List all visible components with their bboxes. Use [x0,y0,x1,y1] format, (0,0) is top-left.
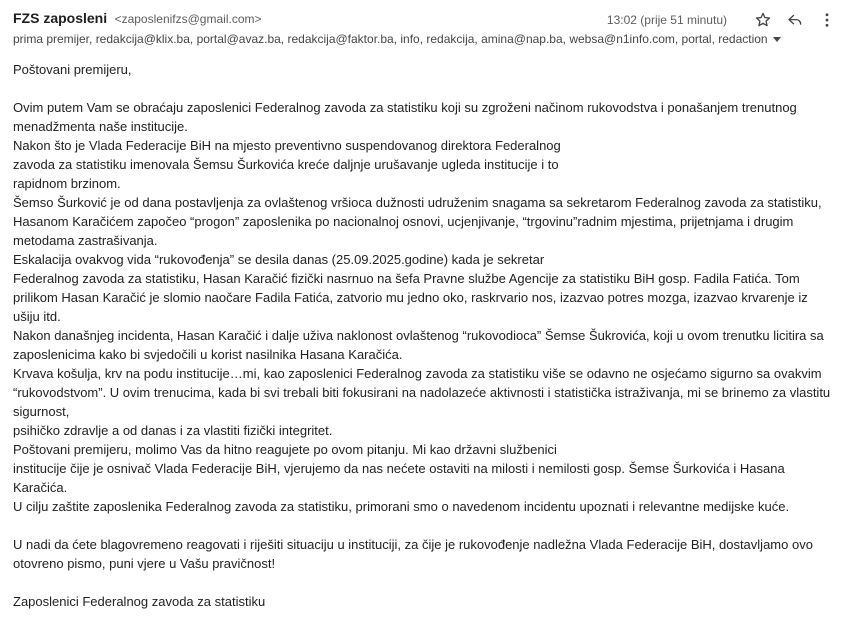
body-line: “rukovodstvom”. U ovim trenucima, kada bi svi trebali biti fokusirani na nadolazeće aktivnosti i statistička istraživanja, mi se brinemo za vlastitu [13,385,831,400]
recipients-list: prima premijer, redakcija@klix.ba, portal@avaz.ba, redakcija@faktor.ba, info, redakcija, amina@nap.ba, websa@n1info.com, portal, redaction [13,32,768,46]
body-line: Poštovani premijeru, molimo Vas da hitno reagujete po ovom pitanju. Mi kao državni službenici [13,442,557,457]
body-line: Šemso Šurković je od dana postavljenja za ovlaštenog vršioca dužnosti udruženim snagama sa sekretarom Federalnog zavoda za statistiku, [13,195,822,210]
sender-email[interactable]: <zaposlenifzs@gmail.com> [114,12,262,26]
body-line: Karačića. [13,480,68,495]
signature: Zaposlenici Federalnog zavoda za statistiku [13,594,266,609]
body-line: prilikom Hasan Karačić je slomio naočare Fadila Fatića, zatvorio mu jedno oko, raskrvario nos, izazvao potres mozga, izazvao krvarenje iz [13,290,808,305]
caret-down-icon[interactable] [772,34,782,44]
greeting: Poštovani premijeru, [13,62,132,77]
sender-name[interactable]: FZS zaposleni [13,10,108,26]
recipients-line[interactable] [13,32,793,46]
body-line: sigurnost, [13,404,70,419]
body-line: Nakon današnjeg incidenta, Hasan Karačić i dalje uživa naklonost ovlaštenog “rukovodioca” Šemse Šukrovića, koji u ovom trenutku licitira sa [13,328,824,343]
email-body [13,60,833,611]
body-line: Hasanom Karačićem započeo “progon” zaposlenika po nacionalnoj osnovi, ucjenjivanje, “trgovinu”radnim mjestima, prijetnjama i drugim [13,214,794,229]
closing-paragraph [13,535,833,573]
main-paragraph [13,98,833,516]
body-line: Nakon što je Vlada Federacije BiH na mjesto preventivno suspendovanog direktora Federalnog [13,138,561,153]
body-line: menadžmenta naše institucije. [13,119,188,134]
body-line: rapidnom brzinom. [13,176,121,191]
body-line: Ovim putem Vam se obraćaju zaposlenici Federalnog zavoda za statistiku koji su zgroženi načinom rukovodstva i ponašanjem trenutnog [13,100,797,115]
sender-line [13,10,262,30]
body-line: Krvava košulja, krv na podu institucije…mi, kao zaposlenici Federalnog zavoda za statistiku više se odavno ne osjećamo sigurno sa ovakvim [13,366,822,381]
message-meta [607,10,837,30]
timestamp: 13:02 (prije 51 minutu) [606,13,727,27]
closing-line: otovreno pismo, puni vjere u Vašu pravičnost! [13,556,276,571]
body-line: Federalnog zavoda za statistiku, Hasan Karačić fizički nasrnuo na šefa Pravne službe Agencije za statistiku BiH gosp. Fadila Fatića. Tom [13,271,800,286]
star-icon[interactable] [753,10,773,30]
body-line: U cilju zaštite zaposlenika Federalnog zavoda za statistiku, primorani smo o navedenom incidentu upoznati i relevantne medijske kuće. [13,499,790,514]
paragraph-gap [13,573,833,592]
body-line: zavoda za statistiku imenovala Šemsu Šurkovića kreće daljnje urušavanje ugleda institucije i to [13,157,559,172]
body-line: psihičko zdravlje a od danas i za vlastiti fizički integritet. [13,423,333,438]
body-line: metodama zastrašivanja. [13,233,158,248]
paragraph-gap [13,79,833,98]
more-vertical-icon[interactable] [817,10,837,30]
email-header [13,10,837,50]
reply-icon[interactable] [785,10,805,30]
closing-line: U nadi da ćete blagovremeno reagovati i riješiti situaciju u instituciji, za čije je rukovođenje nadležna Vlada Federacije BiH, dostavljamo ovo [13,537,813,552]
body-line: zaposlenicima kako bi svjedočili u korist nasilnika Hasana Karačića. [13,347,403,362]
paragraph-gap [13,516,833,535]
body-line: institucije čije je osnivač Vlada Federacije BiH, vjerujemo da nas nećete ostaviti na milosti i nemilosti gosp. Šemse Šurkovića i Hasana [13,461,785,476]
body-line: ušiju itd. [13,309,61,324]
body-line: Eskalacija ovakvog vida “rukovođenja” se desila danas (25.09.2025.godine) kada je sekretar [13,252,545,267]
